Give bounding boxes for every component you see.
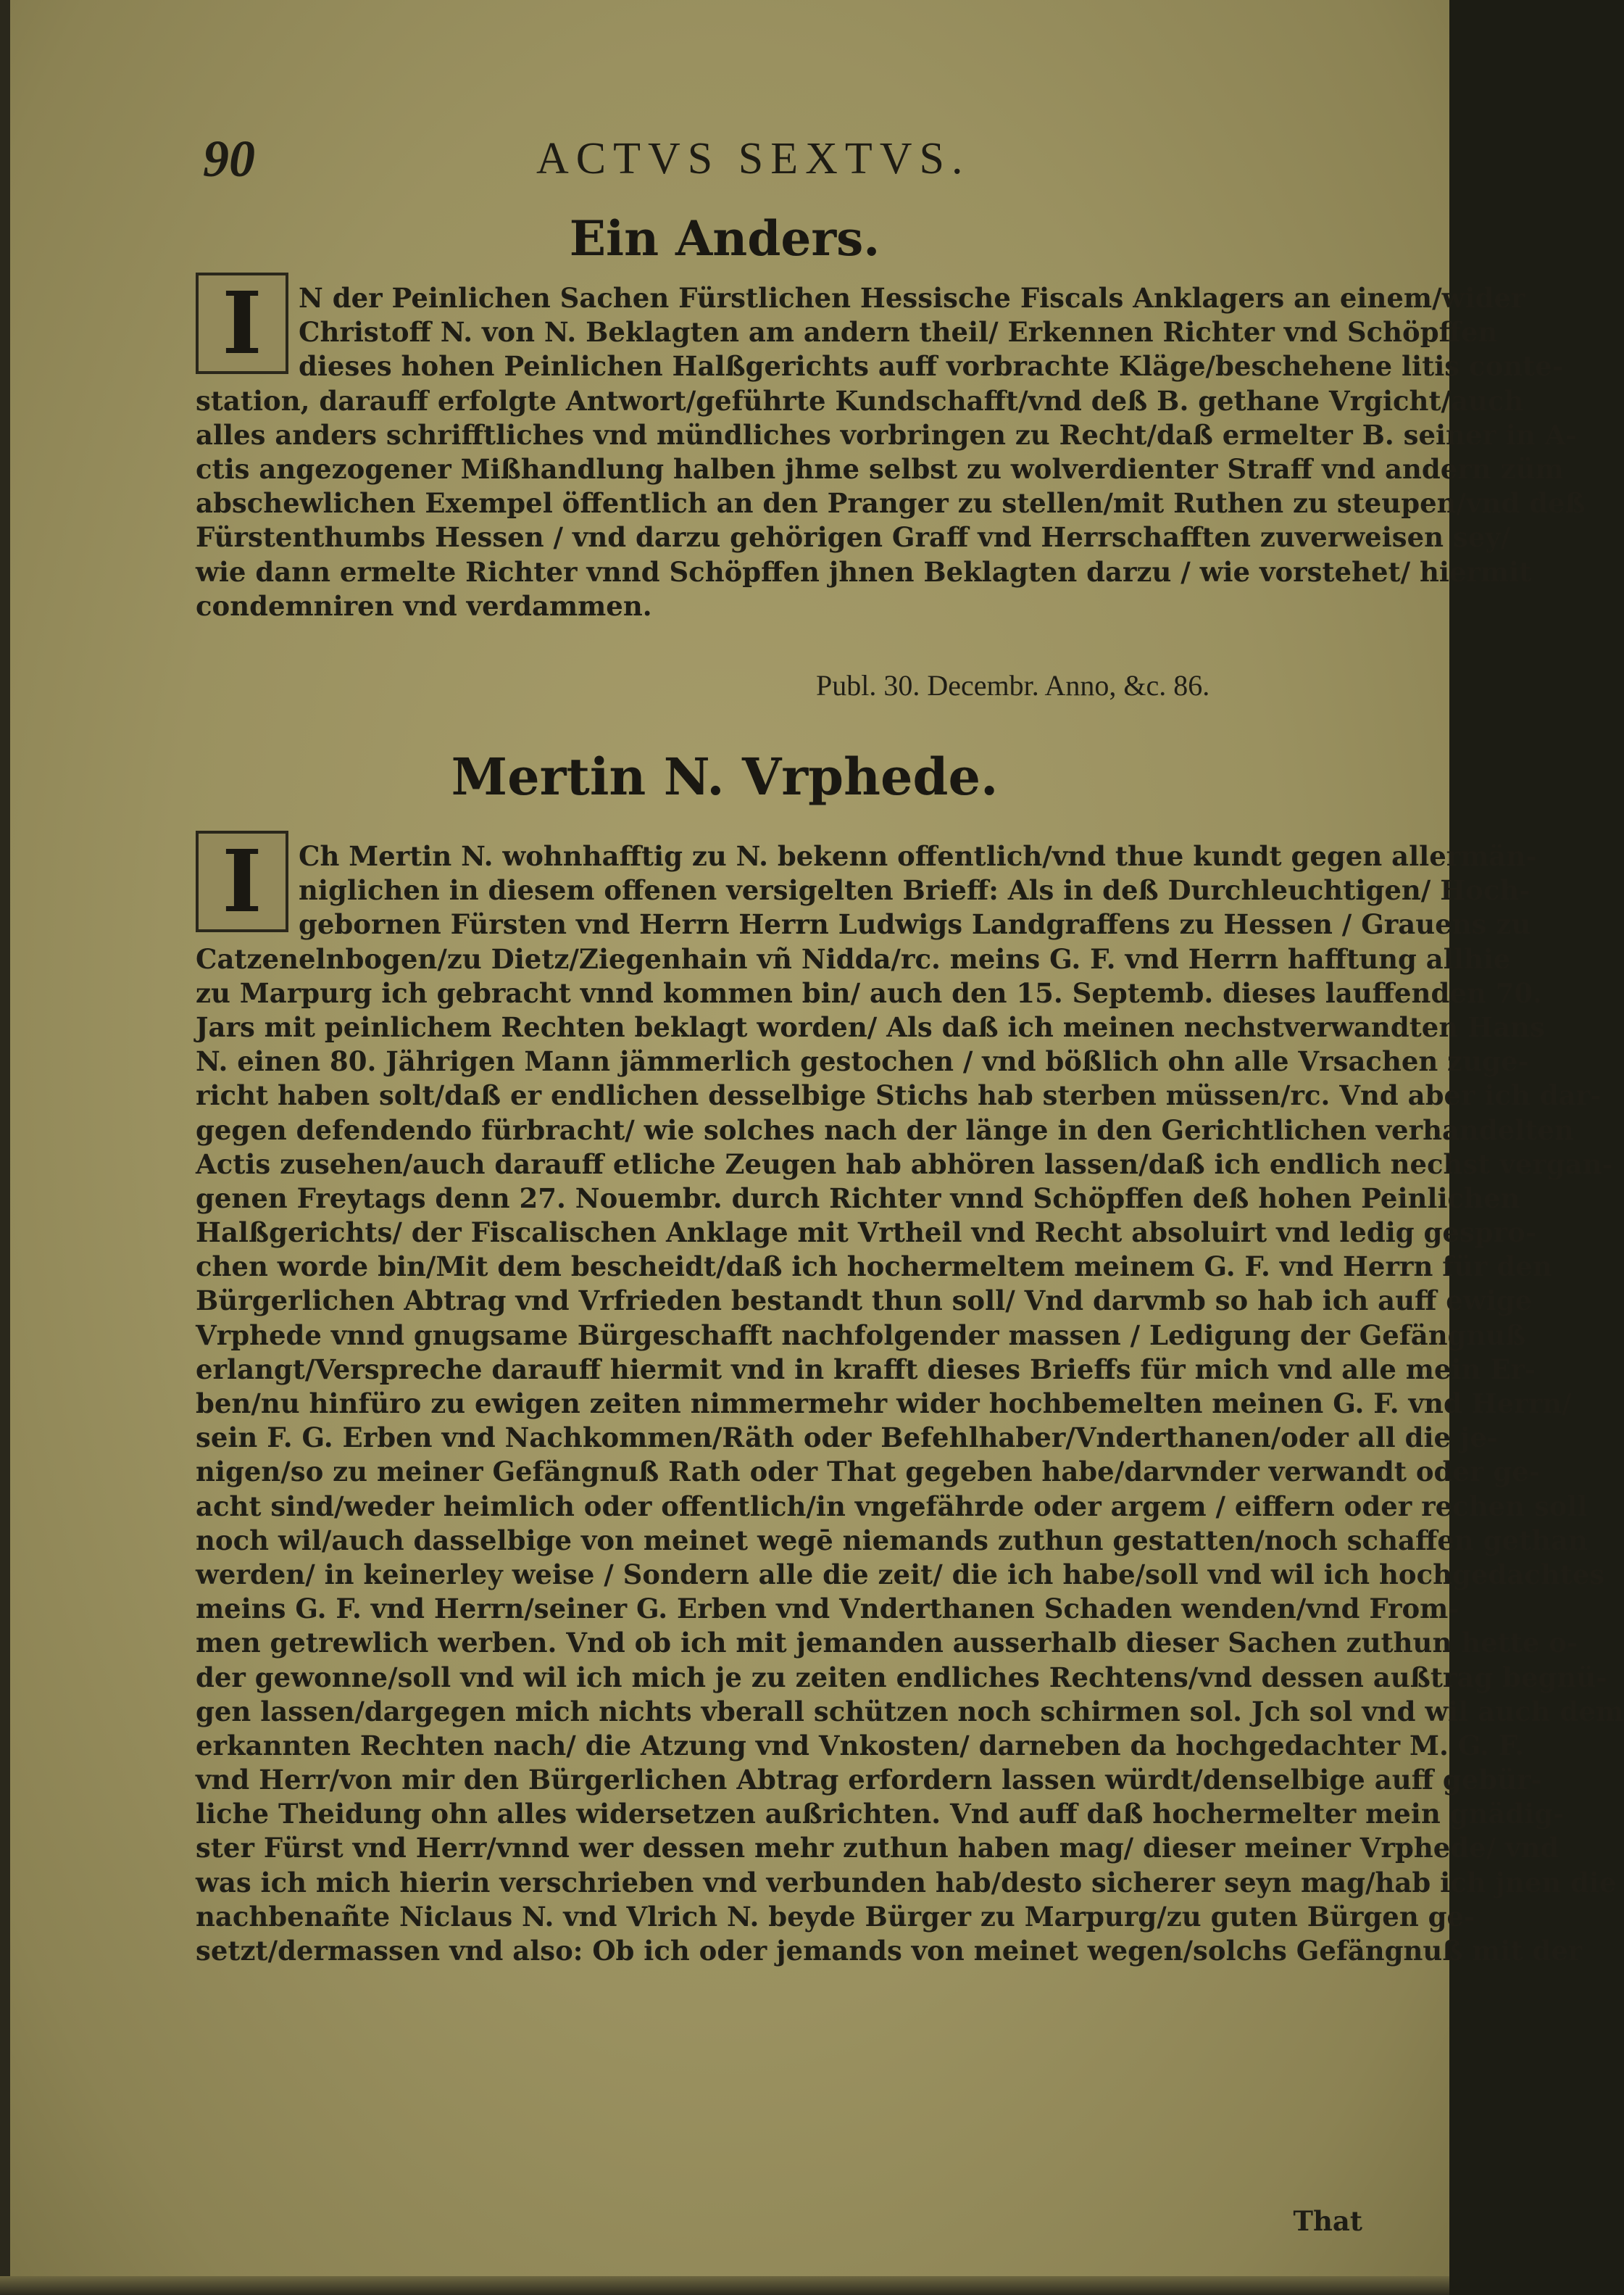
text-line: liche Theidung ohn alles widersetzen außrichten. Vnd auff daß hochermelter mein gnädig- [196,1798,1565,1830]
text-line: zu Marpurg ich gebracht vnnd kommen bin/ auch den 15. Septemb. dieses lauffenden 70. [196,976,1543,1009]
text-line: alles anders schrifftliches vnd mündliches vorbringen zu Recht/daß ermelter B. seiner in A- [196,418,1577,451]
text-line: ben/nu hinfüro zu ewigen zeiten nimmermehr wider hochbemelten meinen G. F. vnd Herrn/ [196,1387,1572,1419]
section-heading-ein-anders: Ein Anders. [569,210,880,267]
catchword: That [1293,2205,1362,2237]
page-edge-shadow [0,0,10,2295]
oath-text-block [196,839,1624,1968]
text-line: Actis zusehen/auch darauff etliche Zeugen hab abhören lassen/daß ich endlich nechst vergan- [196,1148,1613,1180]
text-line: Ch Mertin N. wohnhafftig zu N. bekenn offentlich/vnd thue kundt gegen allermän- [299,840,1537,872]
text-line: dieses hohen Peinlichen Halßgerichts auff vorbrachte Kläge/beschehene litis conte- [299,350,1564,383]
page-header [196,129,1362,187]
text-line: ctis angezogener Mißhandlung halben jhme selbst zu wolverdienter Straff vnd andern züm [196,452,1564,485]
text-line: richt haben solt/daß er endlichen desselbige Stichs hab sterben müssen/rc. Vnd aber ich dar- [196,1079,1602,1112]
text-line: N der Peinlichen Sachen Fürstlichen Hessische Fiscals Anklagers an einem/wider [299,282,1525,314]
text-line: gegen defendendo fürbracht/ wie solches nach der länge in den Gerichtlichen verhandelten [196,1113,1574,1146]
page-number: 90 [203,130,255,188]
text-line: station, darauff erfolgte Antwort/geführte Kundschafft/vnd deß B. gethane Vrgicht/auch [196,384,1524,417]
text-line: ster Fürst vnd Herr/vnnd wer dessen mehr zuthun haben mag/ dieser meiner Vrphede/ vnd [196,1832,1560,1864]
text-line: chen worde bin/Mit dem bescheidt/daß ich hochermeltem meinem G. F. vnd Herrn für den [196,1250,1552,1283]
text-line: was ich mich hierin verschrieben vnd verbunden hab/desto sicherer seyn mag/hab ich jnen die [196,1866,1617,1898]
text-line: gen lassen/dargegen mich nichts vberall schützen noch schirmen sol. Jch sol vnd wil auch dem [196,1695,1624,1727]
text-line: setzt/dermassen vnd also: Ob ich oder jemands von meinet wegen/solchs Gefängnuß mit der [196,1935,1583,1967]
drop-cap-initial: I [196,273,288,374]
text-line: Jars mit peinlichem Rechten beklagt worden/ Als daß ich meinen nechstverwandten Hans [196,1010,1545,1043]
text-line: werden/ in keinerley weise / Sondern alle die zeit/ die ich habe/soll vnd wil ich hochgedachtes [196,1558,1605,1590]
text-line: Vrphede vnnd gnugsame Bürgeschafft nachfolgender massen / Ledigung der Gefängnuß [196,1319,1526,1351]
text-line: sein F. G. Erben vnd Nachkommen/Räth oder Befehlhaber/Vnderthanen/oder all die je- [196,1422,1499,1454]
page-bottom-edge [0,2276,1449,2295]
publication-date-note: Publ. 30. Decembr. Anno, &c. 86. [816,669,1210,702]
text-line: vnd Herr/von mir den Bürgerlichen Abtrag erfordern lassen würdt/denselbige auff gebür- [196,1764,1542,1796]
drop-cap-initial: I [196,831,288,932]
text-line: der gewonne/soll vnd wil ich mich je zu zeiten endliches Rechtens/vnd dessen außtrag begnü- [196,1661,1607,1693]
text-line: Christoff N. von N. Beklagten am andern theil/ Erkennen Richter vnd Schöpffen [299,316,1498,349]
text-line: wie dann ermelte Richter vnnd Schöpffen jhnen Beklagten darzu / wie vorstehet/ hiermit [196,555,1532,588]
text-line: men getrewlich werben. Vnd ob ich mit jemanden ausserhalb dieser Sachen zuthun hette o- [196,1627,1578,1659]
text-line: abschewlichen Exempel öffentlich an den Pranger zu stellen/mit Ruthen zu steupen/vnd deß [196,487,1586,520]
text-line: noch wil/auch dasselbige von meinet wegē niemands zuthun gestatten/noch schaffen gethan [196,1524,1588,1556]
text-line: nigen/so zu meiner Gefängnuß Rath oder That gegeben habe/darvnder verwandt oder ge- [196,1456,1541,1488]
text-line: genen Freytags denn 27. Nouembr. durch Richter vnnd Schöpffen deß hohen Peinlichen [196,1182,1520,1214]
text-line: niglichen in diesem offenen versigelten Brieff: Als in deß Durchleuchtigen/ Hoch- [299,874,1531,907]
text-line: erlangt/Verspreche darauff hiermit vnd in krafft dieses Brieffs für mich vnd alle mein Er- [196,1353,1536,1385]
text-line: Bürgerlichen Abtrag vnd Vrfrieden bestandt thun soll/ Vnd darvmb so hab ich auff ewige [196,1285,1533,1317]
running-head: ACTVS SEXTVS. [536,134,970,183]
text-line: meins G. F. vnd Herrn/seiner G. Erben vnd Vnderthanen Schaden wenden/vnd From- [196,1593,1459,1625]
text-line: gebornen Fürsten vnd Herrn Herrn Ludwigs Landgraffens zu Hessen / Grauens zu [299,908,1531,941]
text-line: acht sind/weder heimlich oder offentlich/in vngefährde oder argem / eiffern oder rechen soll [196,1490,1588,1522]
text-line: nachbenañte Niclaus N. vnd Vlrich N. beyde Bürger zu Marpurg/zu guten Bürgen ge- [196,1900,1475,1933]
text-line: Halßgerichts/ der Fiscalischen Anklage mit Vrtheil vnd Recht absoluirt vnd ledig gespro- [196,1216,1537,1249]
text-line: Fürstenthumbs Hessen / vnd darzu gehörigen Graff vnd Herrschafften zuverweisen sey/ [196,521,1511,554]
judgment-text-block [196,281,1586,623]
text-line: Catzenelnbogen/zu Dietz/Ziegenhain vñ Nidda/rc. meins G. F. vnd Herrn hafftung allhie [196,942,1511,975]
text-line: N. einen 80. Jährigen Mann jämmerlich gestochen / vnd bößlich ohn alle Vrsachen zuge- [196,1045,1529,1078]
section-heading-mertin-vrphede: Mertin N. Vrphede. [451,747,999,807]
text-line: condemniren vnd verdammen. [196,589,652,622]
text-line: erkannten Rechten nach/ die Atzung vnd Vnkosten/ darneben da hochgedachter M. G. F. [196,1729,1525,1761]
